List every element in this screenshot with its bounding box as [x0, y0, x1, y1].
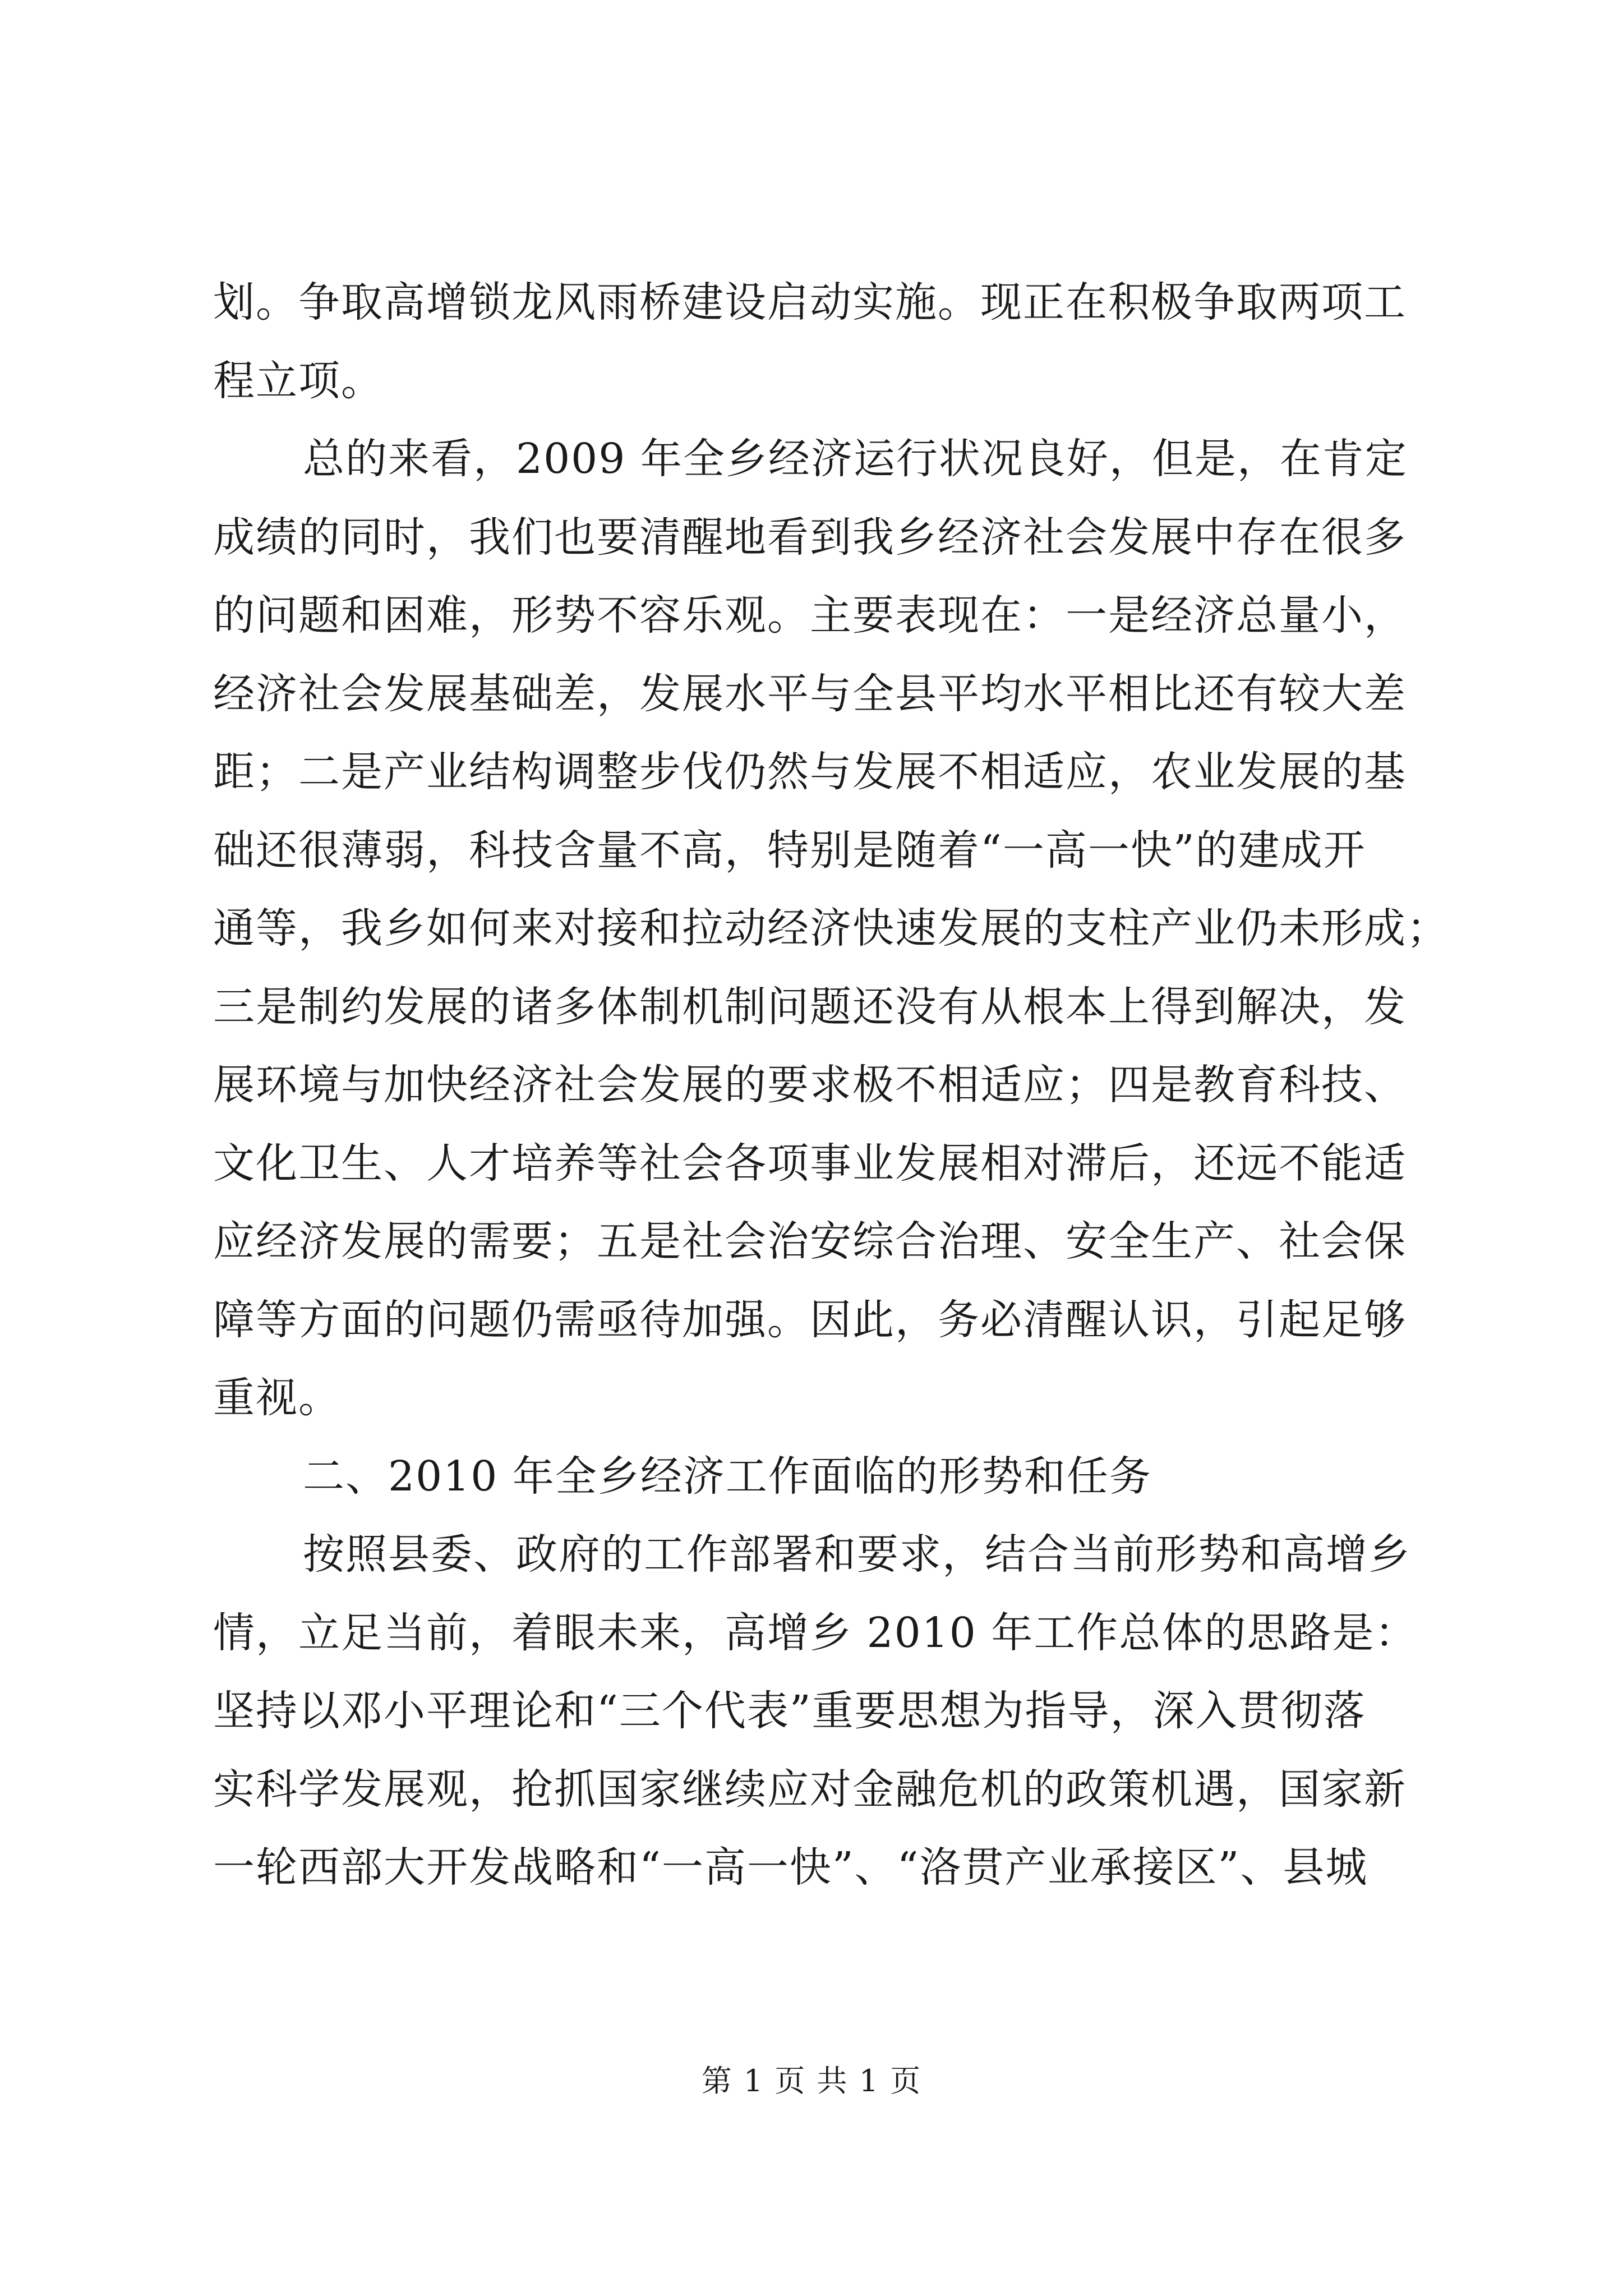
document-body: [213, 264, 1449, 1907]
text-line: 总的来看，2009 年全乡经济运行状况良好，但是，在肯定: [303, 435, 1408, 483]
text-line: 按照县委、政府的工作部署和要求，结合当前形势和高增乡: [303, 1530, 1411, 1579]
text-line: 距；二是产业结构调整步伐仍然与发展不相适应，农业发展的基: [213, 748, 1407, 796]
text-line: 障等方面的问题仍需亟待加强。因此，务必清醒认识，引起足够: [213, 1295, 1407, 1344]
text-line: 情，立足当前，着眼未来，高增乡 2010 年工作总体的思路是：: [213, 1608, 1418, 1657]
text-line: 础还很薄弱，科技含量不高，特别是随着“一高一快”的建成开: [213, 826, 1366, 875]
text-line: 重视。: [213, 1374, 341, 1422]
text-line: 实科学发展观，抢抓国家继续应对金融危机的政策机遇，国家新: [213, 1765, 1407, 1814]
text-line: 一轮西部大开发战略和“一高一快”、“洛贯产业承接区”、县城: [213, 1843, 1368, 1892]
text-line: 应经济发展的需要；五是社会治安综合治理、安全生产、社会保: [213, 1217, 1407, 1266]
text-line: 成绩的同时，我们也要清醒地看到我乡经济社会发展中存在很多: [213, 513, 1407, 562]
text-line: 经济社会发展基础差，发展水平与全县平均水平相比还有较大差: [213, 669, 1407, 718]
text-line: 坚持以邓小平理论和“三个代表”重要思想为指导，深入贯彻落: [213, 1687, 1366, 1735]
text-line: 通等，我乡如何来对接和拉动经济快速发展的支柱产业仍未形成；: [213, 904, 1449, 953]
section-heading: 二、2010 年全乡经济工作面临的形势和任务: [303, 1452, 1152, 1501]
text-line: 划。争取高增锁龙风雨桥建设启动实施。现正在积极争取两项工: [213, 278, 1407, 326]
page-number: 第 1 页 共 1 页: [701, 2063, 922, 2099]
text-line: 的问题和困难，形势不容乐观。主要表现在：一是经济总量小，: [213, 591, 1407, 639]
text-line: 文化卫生、人才培养等社会各项事业发展相对滞后，还远不能适: [213, 1139, 1407, 1188]
text-line: 程立项。: [213, 356, 384, 405]
text-line: 三是制约发展的诸多体制机制问题还没有从根本上得到解决，发: [213, 982, 1407, 1031]
page-footer: [0, 2059, 1623, 2104]
text-line: 展环境与加快经济社会发展的要求极不相适应；四是教育科技、: [213, 1061, 1407, 1109]
